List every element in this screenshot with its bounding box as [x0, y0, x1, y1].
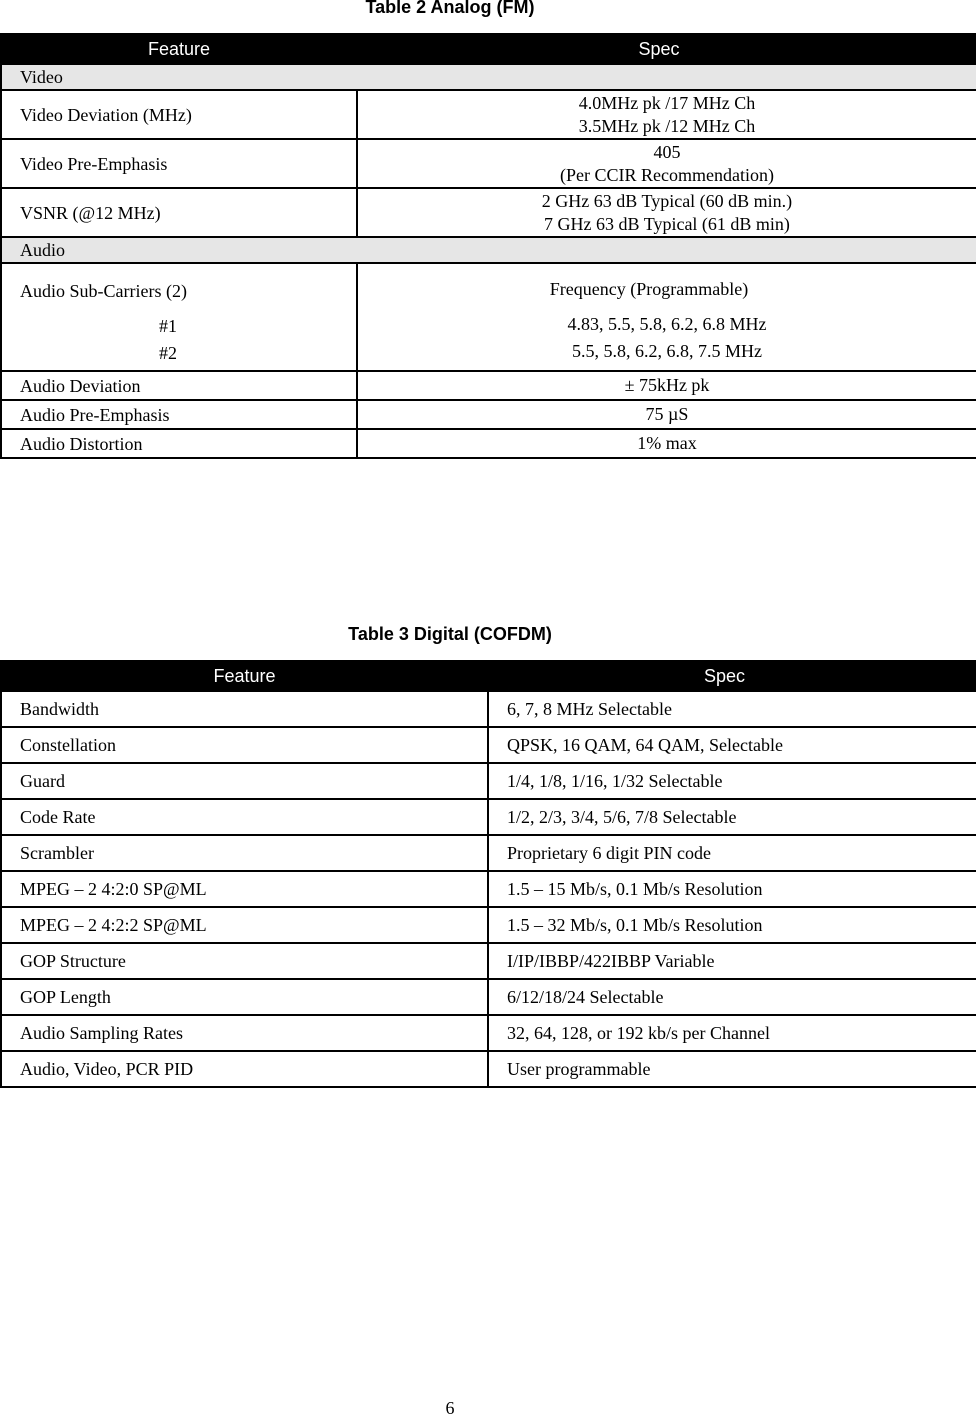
- feature-cell: Guard: [1, 763, 488, 799]
- spec-cell: ± 75kHz pk: [357, 371, 976, 400]
- spec-cell: 1% max: [357, 429, 976, 458]
- table-2-caption: Table 2 Analog (FM): [365, 0, 535, 17]
- header-stub: [961, 34, 976, 64]
- table-row: [1, 371, 976, 400]
- spec-cell: I/IP/IBBP/422IBBP Variable: [488, 943, 976, 979]
- table-row: [1, 139, 976, 188]
- spec-line: (Per CCIR Recommendation): [560, 164, 774, 185]
- spec-cell: [357, 263, 976, 371]
- section-label-audio: Audio: [1, 237, 976, 263]
- table-row: [1, 429, 976, 458]
- spec-cell: 75 µS: [357, 400, 976, 429]
- spec-cell: 1.5 – 15 Mb/s, 0.1 Mb/s Resolution: [488, 871, 976, 907]
- table-row: [1, 907, 976, 943]
- section-label-video: Video: [1, 64, 976, 90]
- subcarrier-label: #1: [159, 316, 177, 336]
- table-3-caption: Table 3 Digital (COFDM): [348, 624, 552, 644]
- feature-cell: VSNR (@12 MHz): [1, 188, 357, 237]
- spec-cell: 1/4, 1/8, 1/16, 1/32 Selectable: [488, 763, 976, 799]
- spec-line: 405: [653, 141, 681, 162]
- feature-cell: Audio Sampling Rates: [1, 1015, 488, 1051]
- spec-cell: 1/2, 2/3, 3/4, 5/6, 7/8 Selectable: [488, 799, 976, 835]
- table-row: [1, 763, 976, 799]
- feature-cell: [1, 263, 357, 371]
- spec-cell: [357, 188, 976, 237]
- spec-cell: 32, 64, 128, or 192 kb/s per Channel: [488, 1015, 976, 1051]
- feature-cell: GOP Length: [1, 979, 488, 1015]
- spec-cell: [357, 90, 976, 139]
- table-row: [1, 799, 976, 835]
- spec-cell: 1.5 – 32 Mb/s, 0.1 Mb/s Resolution: [488, 907, 976, 943]
- section-row-audio: [1, 237, 976, 263]
- header-stub: [961, 661, 976, 691]
- spec-cell: 6, 7, 8 MHz Selectable: [488, 691, 976, 727]
- header-feature: Feature: [1, 661, 488, 691]
- header-feature: Feature: [1, 34, 357, 64]
- spec-cell: QPSK, 16 QAM, 64 QAM, Selectable: [488, 727, 976, 763]
- table-row: [1, 871, 976, 907]
- table-row: [1, 1015, 976, 1051]
- page-number: 6: [445, 1398, 455, 1418]
- header-spec: Spec: [488, 661, 961, 691]
- table-row: [1, 835, 976, 871]
- feature-cell: Audio, Video, PCR PID: [1, 1051, 488, 1087]
- table-row: [1, 691, 976, 727]
- spec-cell: Proprietary 6 digit PIN code: [488, 835, 976, 871]
- feature-cell: Audio Deviation: [1, 371, 357, 400]
- feature-line: Audio Sub-Carriers (2): [20, 281, 187, 301]
- feature-cell: Audio Distortion: [1, 429, 357, 458]
- feature-cell: Video Pre-Emphasis: [1, 139, 357, 188]
- feature-cell: Scrambler: [1, 835, 488, 871]
- spec-line: 4.0MHz pk /17 MHz Ch: [578, 92, 756, 113]
- spec-cell: User programmable: [488, 1051, 976, 1087]
- table-row: [1, 943, 976, 979]
- table-body: [1, 691, 976, 1087]
- feature-cell: MPEG – 2 4:2:0 SP@ML: [1, 871, 488, 907]
- table-header-row: [1, 661, 976, 691]
- feature-cell: Bandwidth: [1, 691, 488, 727]
- table-row: [1, 400, 976, 429]
- table-row: [1, 979, 976, 1015]
- table-row: [1, 727, 976, 763]
- spec-line: 3.5MHz pk /12 MHz Ch: [578, 115, 756, 136]
- feature-cell: Audio Pre-Emphasis: [1, 400, 357, 429]
- feature-cell: Constellation: [1, 727, 488, 763]
- header-spec: Spec: [357, 34, 961, 64]
- spec-cell: 6/12/18/24 Selectable: [488, 979, 976, 1015]
- spec-line: 4.83, 5.5, 5.8, 6.2, 6.8 MHz: [567, 314, 767, 334]
- table-row: [1, 90, 976, 139]
- table-header-row: [1, 34, 976, 64]
- feature-cell: GOP Structure: [1, 943, 488, 979]
- spec-line: Frequency (Programmable): [549, 279, 749, 299]
- table-row: [1, 1051, 976, 1087]
- spec-cell: [357, 139, 976, 188]
- table-row: [1, 263, 976, 371]
- feature-cell: MPEG – 2 4:2:2 SP@ML: [1, 907, 488, 943]
- spec-line: 5.5, 5.8, 6.2, 6.8, 7.5 MHz: [572, 341, 762, 361]
- table-digital-cofdm: [0, 660, 976, 1088]
- feature-cell: Code Rate: [1, 799, 488, 835]
- spec-line: 2 GHz 63 dB Typical (60 dB min.): [541, 190, 793, 211]
- subcarrier-label: #2: [159, 343, 177, 363]
- feature-cell: Video Deviation (MHz): [1, 90, 357, 139]
- table-row: [1, 188, 976, 237]
- table-analog-fm: [0, 33, 976, 459]
- section-row-video: [1, 64, 976, 90]
- spec-line: 7 GHz 63 dB Typical (61 dB min): [544, 213, 790, 234]
